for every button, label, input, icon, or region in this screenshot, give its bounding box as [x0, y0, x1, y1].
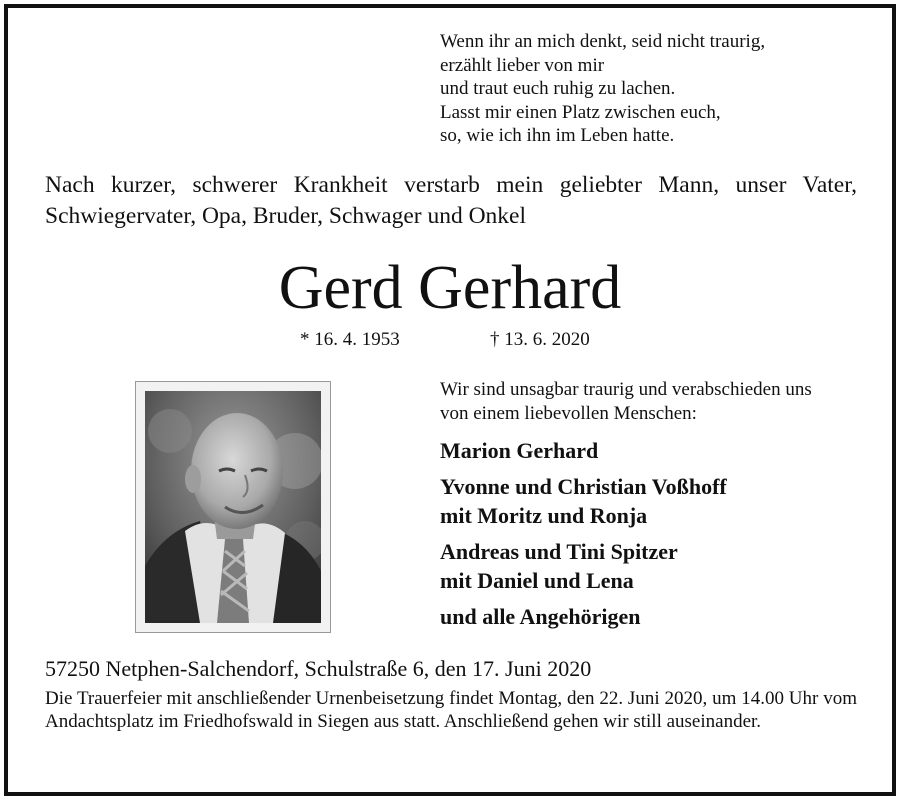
- farewell-line: Wir sind unsagbar traurig und verabschieden uns: [440, 379, 812, 400]
- poem: [440, 30, 765, 148]
- poem-line: erzählt lieber von mir: [440, 54, 605, 76]
- portrait-photo: [145, 391, 321, 623]
- poem-line: so, wie ich ihn im Leben hatte.: [440, 125, 675, 146]
- mourners-list: [440, 436, 727, 638]
- birth-date: * 16. 4. 1953: [300, 329, 400, 350]
- poem-line: und traut euch ruhig zu lachen.: [440, 78, 676, 99]
- place-and-date: 57250 Netphen-Salchendorf, Schulstraße 6, den 17. Juni 2020: [45, 656, 592, 681]
- mourner-group: [440, 436, 727, 465]
- mourner-name: Yvonne und Christian Voßhoff: [440, 474, 727, 499]
- mourner-name: Marion Gerhard: [440, 438, 599, 463]
- funeral-notice: Die Trauerfeier mit anschließender Urnenbeisetzung findet Montag, den 22. Juni 2020, um 14.00 Uhr vom Andachtsplatz im Friedhofswald in Siegen aus statt. Anschließend gehen wir still auseinander.: [45, 688, 857, 732]
- poem-line: Wenn ihr an mich denkt, seid nicht traurig,: [440, 31, 766, 52]
- portrait-illustration: [145, 391, 321, 623]
- mourner-children: mit Daniel und Lena: [440, 568, 634, 593]
- mourner-group: [440, 472, 727, 530]
- death-date: † 13. 6. 2020: [490, 329, 590, 350]
- portrait-frame: [135, 381, 331, 633]
- mourner-name: Andreas und Tini Spitzer: [440, 539, 678, 564]
- farewell-line: von einem liebevollen Menschen:: [440, 402, 697, 424]
- mourner-children: mit Moritz und Ronja: [440, 503, 648, 528]
- poem-line: Lasst mir einen Platz zwischen euch,: [440, 101, 721, 123]
- mourner-name: und alle Angehörigen: [440, 604, 641, 629]
- intro-text: Nach kurzer, schwerer Krankheit verstarb mein geliebter Mann, unser Vater, Schwiegervater, Opa, Bruder, Schwager und Onkel: [45, 172, 857, 229]
- farewell-text: [440, 378, 812, 425]
- mourner-group: [440, 602, 727, 631]
- mourner-group: [440, 537, 727, 595]
- deceased-name: Gerd Gerhard: [278, 254, 622, 322]
